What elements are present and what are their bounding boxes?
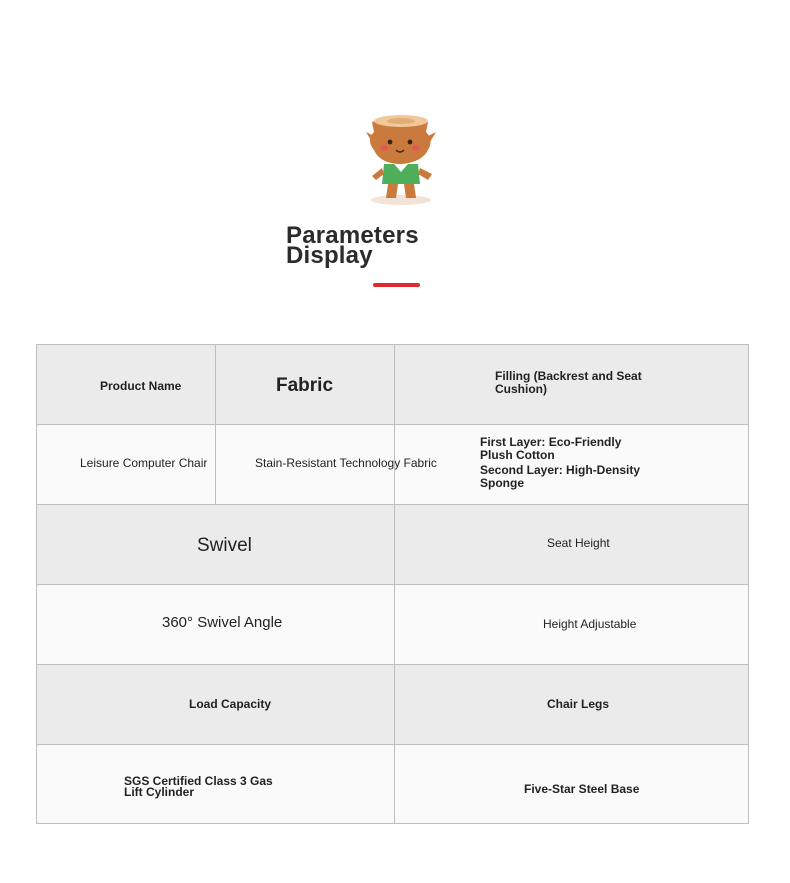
table-cell	[215, 345, 394, 424]
table-cell	[37, 665, 394, 744]
cell-product-name-label: Product Name	[100, 379, 182, 393]
cell-seat-height-label: Seat Height	[547, 536, 610, 550]
table-cell	[394, 585, 748, 664]
table-cell	[394, 665, 748, 744]
parameters-table	[36, 344, 749, 824]
table-row	[37, 665, 748, 745]
table-row	[37, 745, 748, 823]
table-cell	[37, 585, 394, 664]
table-row	[37, 345, 748, 425]
table-cell	[37, 345, 215, 424]
table-cell	[394, 425, 748, 504]
table-cell	[394, 345, 748, 424]
table-row	[37, 585, 748, 665]
table-cell	[37, 505, 394, 584]
table-row	[37, 425, 748, 505]
page-title: Parameters Display	[286, 222, 419, 269]
table-cell	[37, 425, 215, 504]
cell-filling-first-layer: First Layer: Eco-Friendly Plush Cotton	[480, 435, 622, 462]
table-row	[37, 505, 748, 585]
cell-fabric-value: Stain-Resistant Technology Fabric	[255, 456, 437, 470]
cell-filling-second-layer: Second Layer: High-Density Sponge	[480, 463, 641, 490]
table-cell	[394, 745, 748, 823]
cell-seat-height-value: Height Adjustable	[543, 617, 637, 631]
cell-load-capacity-label: Load Capacity	[189, 697, 272, 711]
title-underline	[373, 283, 420, 287]
cell-chair-legs-value: Five-Star Steel Base	[524, 782, 640, 796]
table-cell	[394, 505, 748, 584]
cell-swivel-label: Swivel	[197, 535, 252, 556]
tree-stump-mascot-icon	[362, 110, 440, 208]
cell-load-capacity-value: SGS Certified Class 3 Gas Lift Cylinder	[124, 774, 273, 799]
cell-filling-label: Filling (Backrest and Seat Cushion)	[495, 369, 642, 396]
cell-product-name-value: Leisure Computer Chair	[80, 456, 208, 470]
cell-chair-legs-label: Chair Legs	[547, 697, 610, 711]
cell-swivel-value: 360° Swivel Angle	[162, 614, 283, 631]
table-cell	[37, 745, 394, 823]
cell-fabric-label: Fabric	[276, 375, 334, 396]
